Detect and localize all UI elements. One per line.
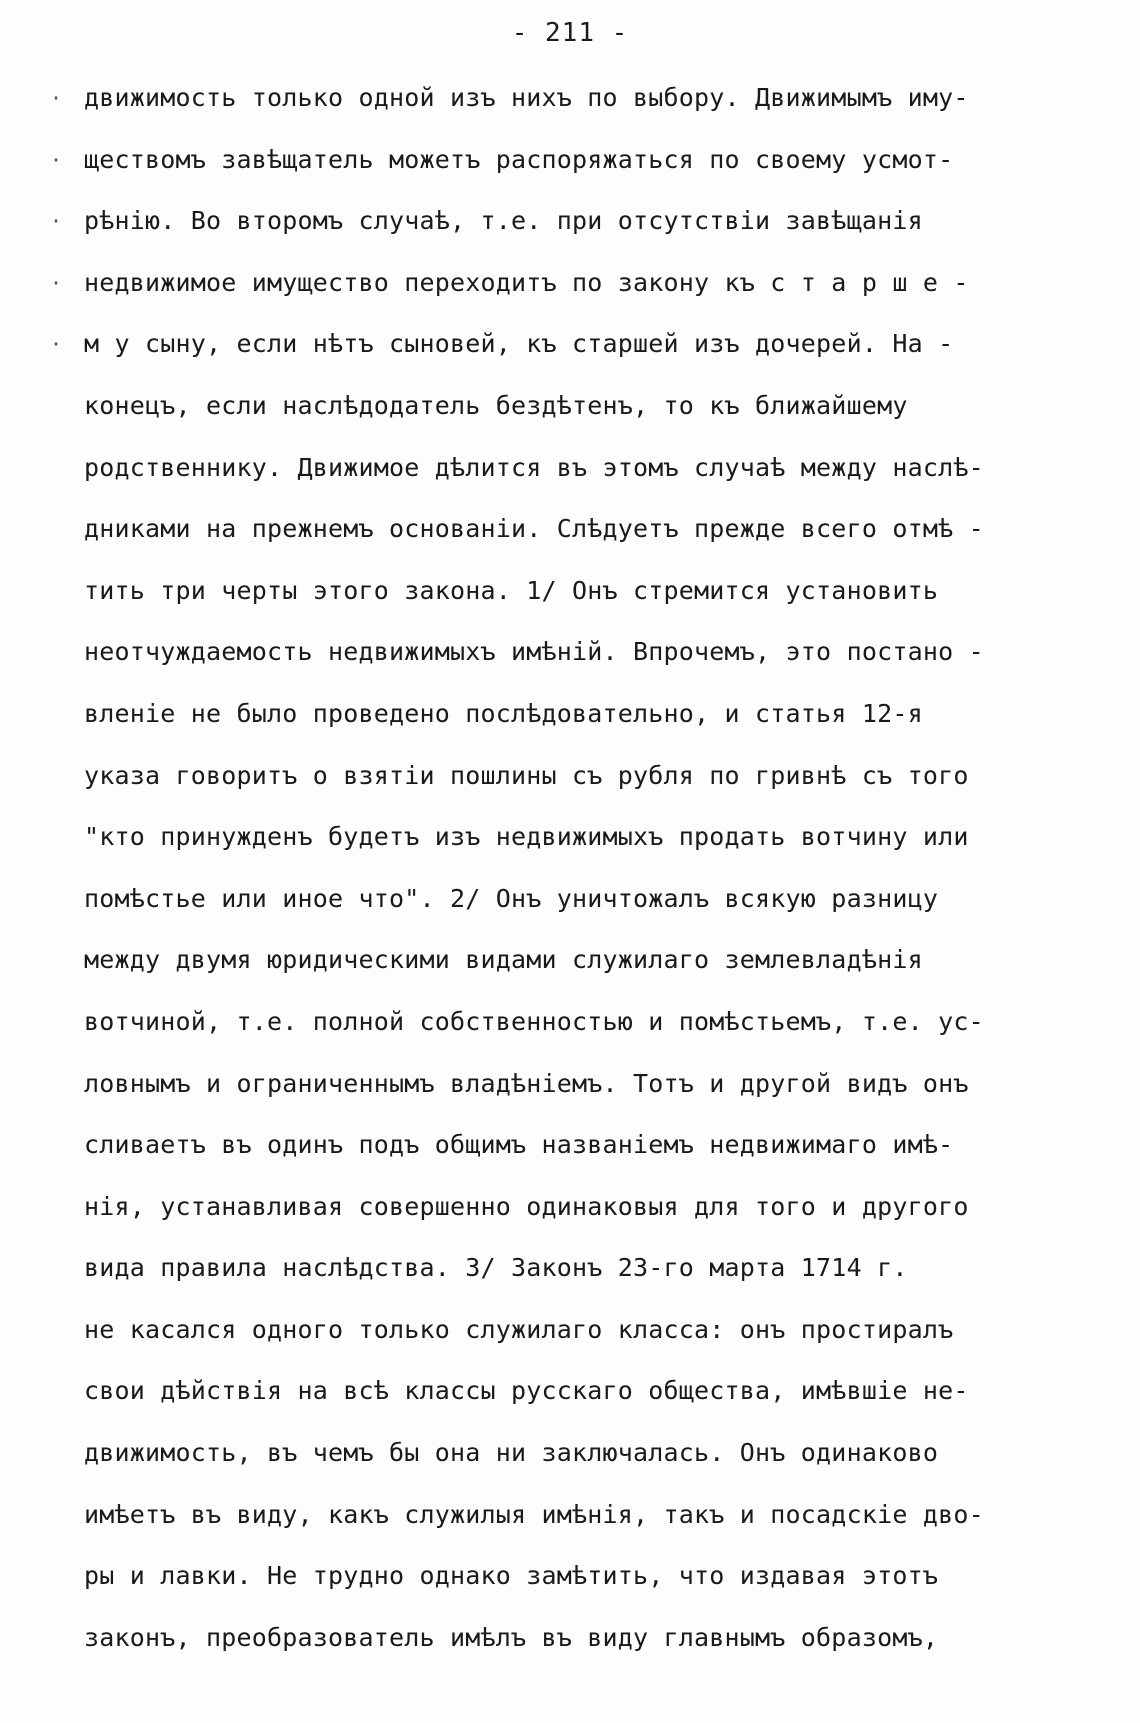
text-line: вленіе не было проведено послѣдовательно, и статья 12-я bbox=[84, 698, 923, 728]
text-line: м у сыну, если нѣтъ сыновей, къ старшей изъ дочерей. На - bbox=[84, 329, 954, 359]
text-line: тить три черты этого закона. 1/ Онъ стремится установить bbox=[84, 575, 939, 605]
margin-mark-dot: · bbox=[50, 86, 63, 110]
text-line: "кто принужденъ будетъ изъ недвижимыхъ продать вотчину или bbox=[84, 822, 969, 852]
text-line: сливаетъ въ одинъ подъ общимъ названіемъ недвижимаго имѣ- bbox=[84, 1130, 954, 1160]
text-line: указа говоритъ о взятіи пошлины съ рубля по гривнѣ съ того bbox=[84, 760, 969, 790]
text-line: неотчуждаемость недвижимыхъ имѣній. Впрочемъ, это постано - bbox=[84, 637, 984, 667]
text-line: ловнымъ и ограниченнымъ владѣніемъ. Тотъ и другой видъ онъ bbox=[84, 1068, 969, 1098]
text-line: законъ, преобразователь имѣлъ въ виду главнымъ образомъ, bbox=[84, 1622, 939, 1652]
text-line: недвижимое имущество переходитъ по закону къ с т а р ш е - bbox=[84, 267, 969, 297]
margin-mark-dot: · bbox=[50, 332, 63, 357]
text-line: ществомъ завѣщатель можетъ распоряжаться по своему усмот- bbox=[84, 144, 954, 174]
text-line: дниками на прежнемъ основаніи. Слѣдуетъ прежде всего отмѣ - bbox=[84, 514, 984, 544]
margin-mark-dot: · bbox=[50, 147, 63, 172]
text-line: рѣнію. Во второмъ случаѣ, т.е. при отсутствіи завѣщанія bbox=[84, 206, 923, 236]
text-line: свои дѣйствія на всѣ классы русскаго общества, имѣвшіе не- bbox=[84, 1376, 969, 1406]
text-line: не касался одного только служилаго класса: онъ простиралъ bbox=[84, 1314, 954, 1344]
text-line: между двумя юридическими видами служилаго землевладѣнія bbox=[84, 945, 923, 975]
text-line: вида правила наслѣдства. 3/ Законъ 23-го марта 1714 г. bbox=[84, 1253, 908, 1283]
page-number: - 211 - bbox=[511, 18, 629, 48]
text-line: родственнику. Движимое дѣлится въ этомъ случаѣ между наслѣ- bbox=[84, 452, 984, 482]
text-line: ры и лавки. Не трудно однако замѣтить, что издавая этотъ bbox=[84, 1561, 939, 1591]
text-line: вотчиной, т.е. полной собственностью и помѣстьемъ, т.е. ус- bbox=[84, 1006, 984, 1036]
margin-mark-dot: · bbox=[50, 270, 63, 295]
text-line: нія, устанавливая совершенно одинаковыя для того и другого bbox=[84, 1191, 969, 1221]
text-line: имѣетъ въ виду, какъ служилыя имѣнія, такъ и посадскіе дво- bbox=[84, 1499, 984, 1529]
text-line: движимость только одной изъ нихъ по выбору. Движимымъ иму- bbox=[84, 83, 969, 112]
typewritten-text-body bbox=[84, 76, 1094, 1677]
text-line: помѣстье или иное что". 2/ Онъ уничтожалъ всякую разницу bbox=[84, 883, 939, 913]
margin-mark-dot: · bbox=[50, 209, 63, 234]
text-line: движимость, въ чемъ бы она ни заключалась. Онъ одинаково bbox=[84, 1438, 939, 1468]
left-margin-marks bbox=[50, 76, 80, 384]
text-line: конецъ, если наслѣдодатель бездѣтенъ, то къ ближайшему bbox=[84, 390, 908, 420]
